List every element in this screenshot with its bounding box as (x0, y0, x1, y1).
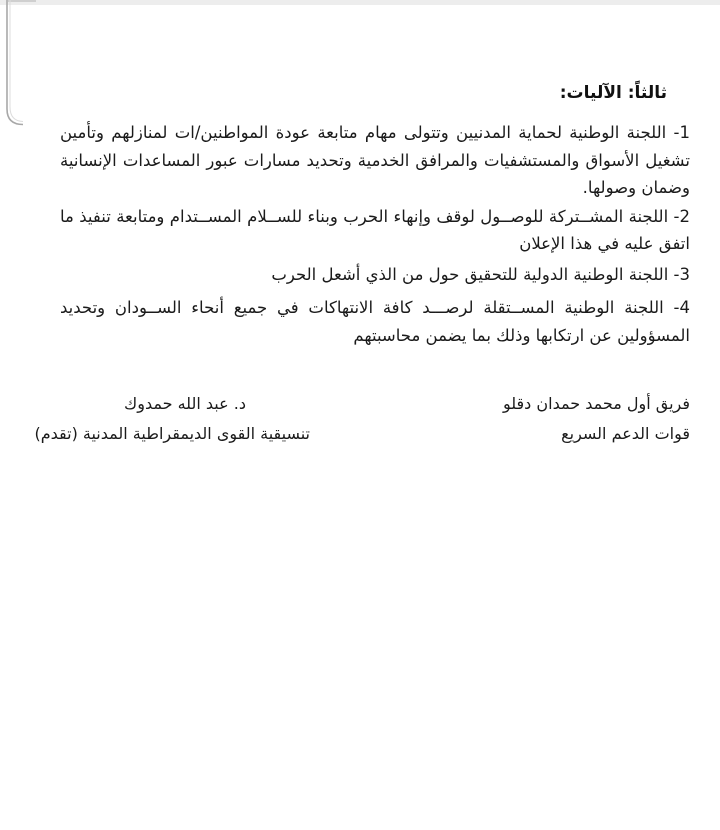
list-item-1: 1- اللجنة الوطنية لحماية المدنيين وتتولى مهام متابعة عودة المواطنين/ات لمنازلهم وتأمين تشغيل الأسواق والمستشفيات والمرافق الخدمية وتحديد مسارات عبور المساعدات الإنسانية وضمان وصولها. (60, 123, 690, 197)
signatory-hamdok (34, 389, 310, 449)
list-item-4: 4- اللجنة الوطنية المســتقلة لرصـــد كافة الانتهاكات في جميع أنحاء الســودان وتحديد المسؤولين عن ارتكابها وذلك بما يضمن محاسبتهم (60, 298, 690, 345)
mechanisms-list (60, 119, 690, 349)
signatory-rsf (503, 389, 690, 449)
list-item-2: 2- اللجنة المشــتركة للوصــول لوقف وإنهاء الحرب وبناء للســلام المســتدام ومتابعة تنفيذ ما اتفق عليه في هذا الإعلان (60, 206, 690, 253)
signatory-rsf-name: فريق أول محمد حمدان دقلو (502, 394, 690, 413)
signature-block (0, 389, 690, 449)
signatory-hamdok-name: د. عبد الله حمدوك (124, 394, 246, 413)
list-item-3: 3- اللجنة الوطنية الدولية للتحقيق حول من الذي أشعل الحرب (271, 264, 690, 284)
signatory-hamdok-org: تنسيقية القوى الديمقراطية المدنية (تقدم) (34, 424, 310, 443)
signatory-rsf-org: قوات الدعم السريع (561, 424, 690, 443)
section-heading: ثالثاً: الآليات: (559, 83, 667, 103)
